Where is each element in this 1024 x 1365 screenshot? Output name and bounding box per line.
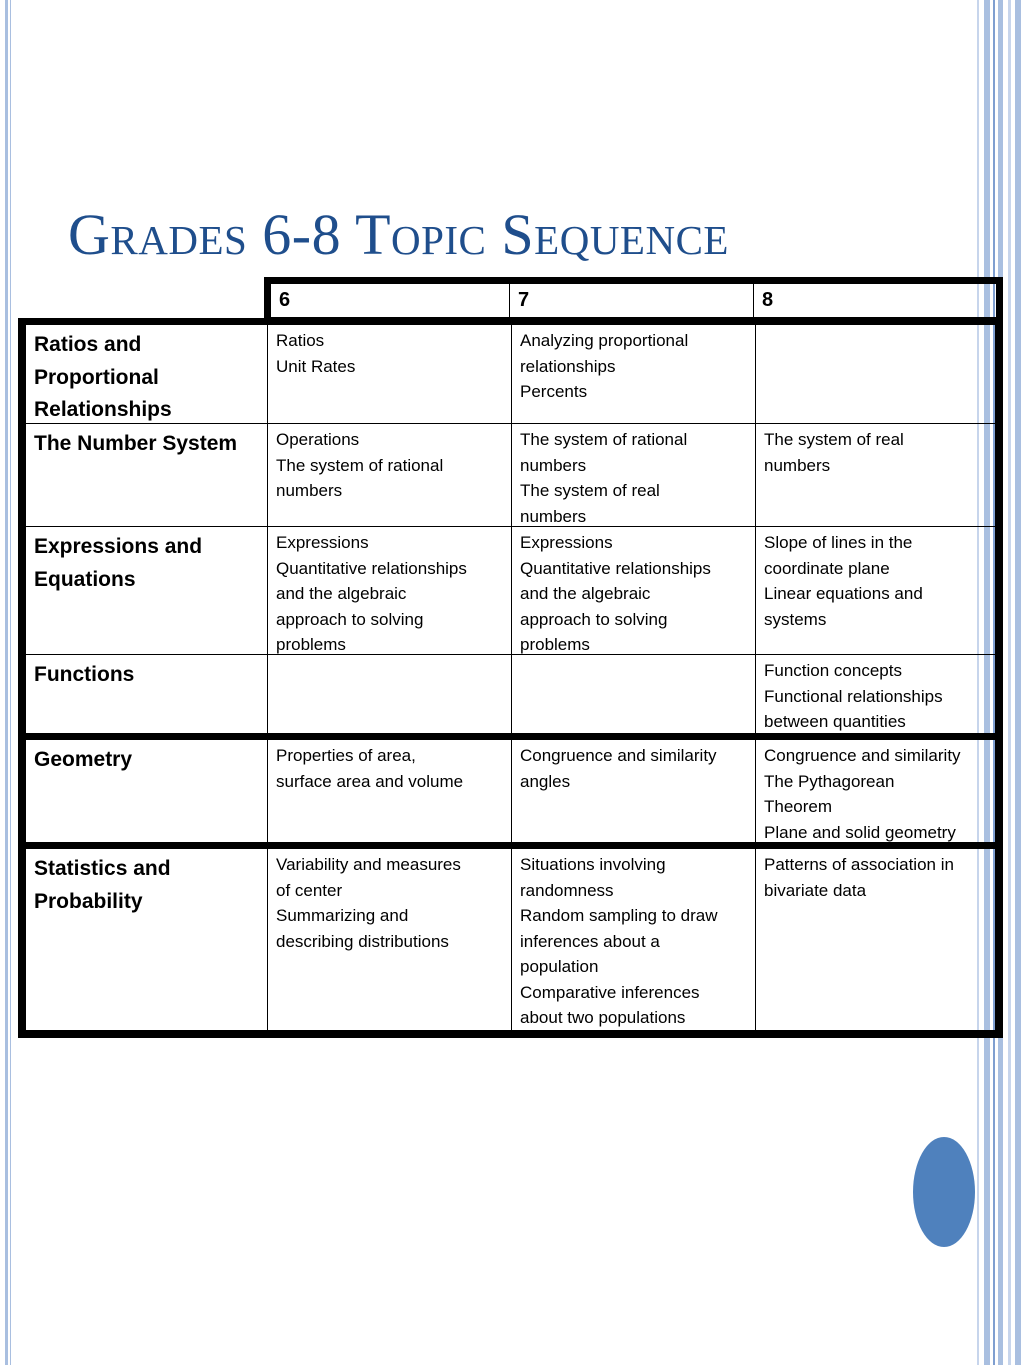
right-stripe-6 — [1015, 0, 1021, 1365]
cell-grade-8: Patterns of association in bivariate data — [764, 855, 954, 900]
row-label: Statistics and Probability — [34, 857, 171, 913]
column-divider — [511, 318, 512, 1030]
cell-grade-6 — [268, 655, 511, 733]
slide-title: Grades 6-8 Topic Sequence — [68, 202, 729, 267]
cell-grade-8: The system of real numbers — [764, 430, 904, 475]
left-stripe-inner — [10, 0, 11, 1365]
row-label: Geometry — [34, 748, 133, 771]
decorative-oval — [913, 1137, 975, 1247]
row-label: Ratios and Proportional Relationships — [34, 333, 172, 421]
cell-grade-8: Slope of lines in the coordinate plane Linear equations and systems — [764, 533, 923, 629]
column-divider — [755, 318, 756, 1030]
cell-grade-8: Congruence and similarity The Pythagorean Theorem Plane and solid geometry — [764, 746, 961, 842]
right-stripe-5 — [1008, 0, 1011, 1365]
left-stripe-outer — [5, 0, 8, 1365]
cell-grade-7: Analyzing proportional relationships Percents — [520, 331, 689, 401]
cell-grade-7: Expressions Quantitative relationships and the algebraic approach to solving problems — [520, 533, 711, 654]
cell-grade-6: Variability and measures of center Summarizing and describing distributions — [276, 855, 461, 951]
row-label: The Number System — [34, 432, 238, 455]
cell-grade-6: Properties of area, surface area and volume — [276, 746, 464, 791]
cell-grade-7: The system of rational numbers The system of real numbers — [520, 430, 688, 526]
row-label: Functions — [34, 663, 135, 686]
cell-grade-6: Ratios Unit Rates — [276, 331, 356, 376]
grade-header-6: 6 — [279, 289, 291, 311]
cell-grade-6: Operations The system of rational numbers — [276, 430, 444, 500]
cell-grade-6: Expressions Quantitative relationships and the algebraic approach to solving problems — [276, 533, 467, 654]
row-label: Expressions and Equations — [34, 535, 203, 591]
cell-grade-7: Situations involving randomness Random sampling to draw inferences about a population Comparative inferences about two populations — [520, 855, 718, 1027]
cell-grade-8 — [756, 325, 995, 423]
topic-table — [18, 318, 1003, 1038]
cell-grade-7 — [512, 655, 755, 733]
cell-grade-8: Function concepts Functional relationships between quantities — [764, 661, 943, 731]
column-divider — [267, 318, 268, 1030]
grade-header-8: 8 — [762, 289, 774, 311]
grade-header-7: 7 — [518, 289, 530, 311]
cell-grade-7: Congruence and similarity angles — [520, 746, 717, 791]
